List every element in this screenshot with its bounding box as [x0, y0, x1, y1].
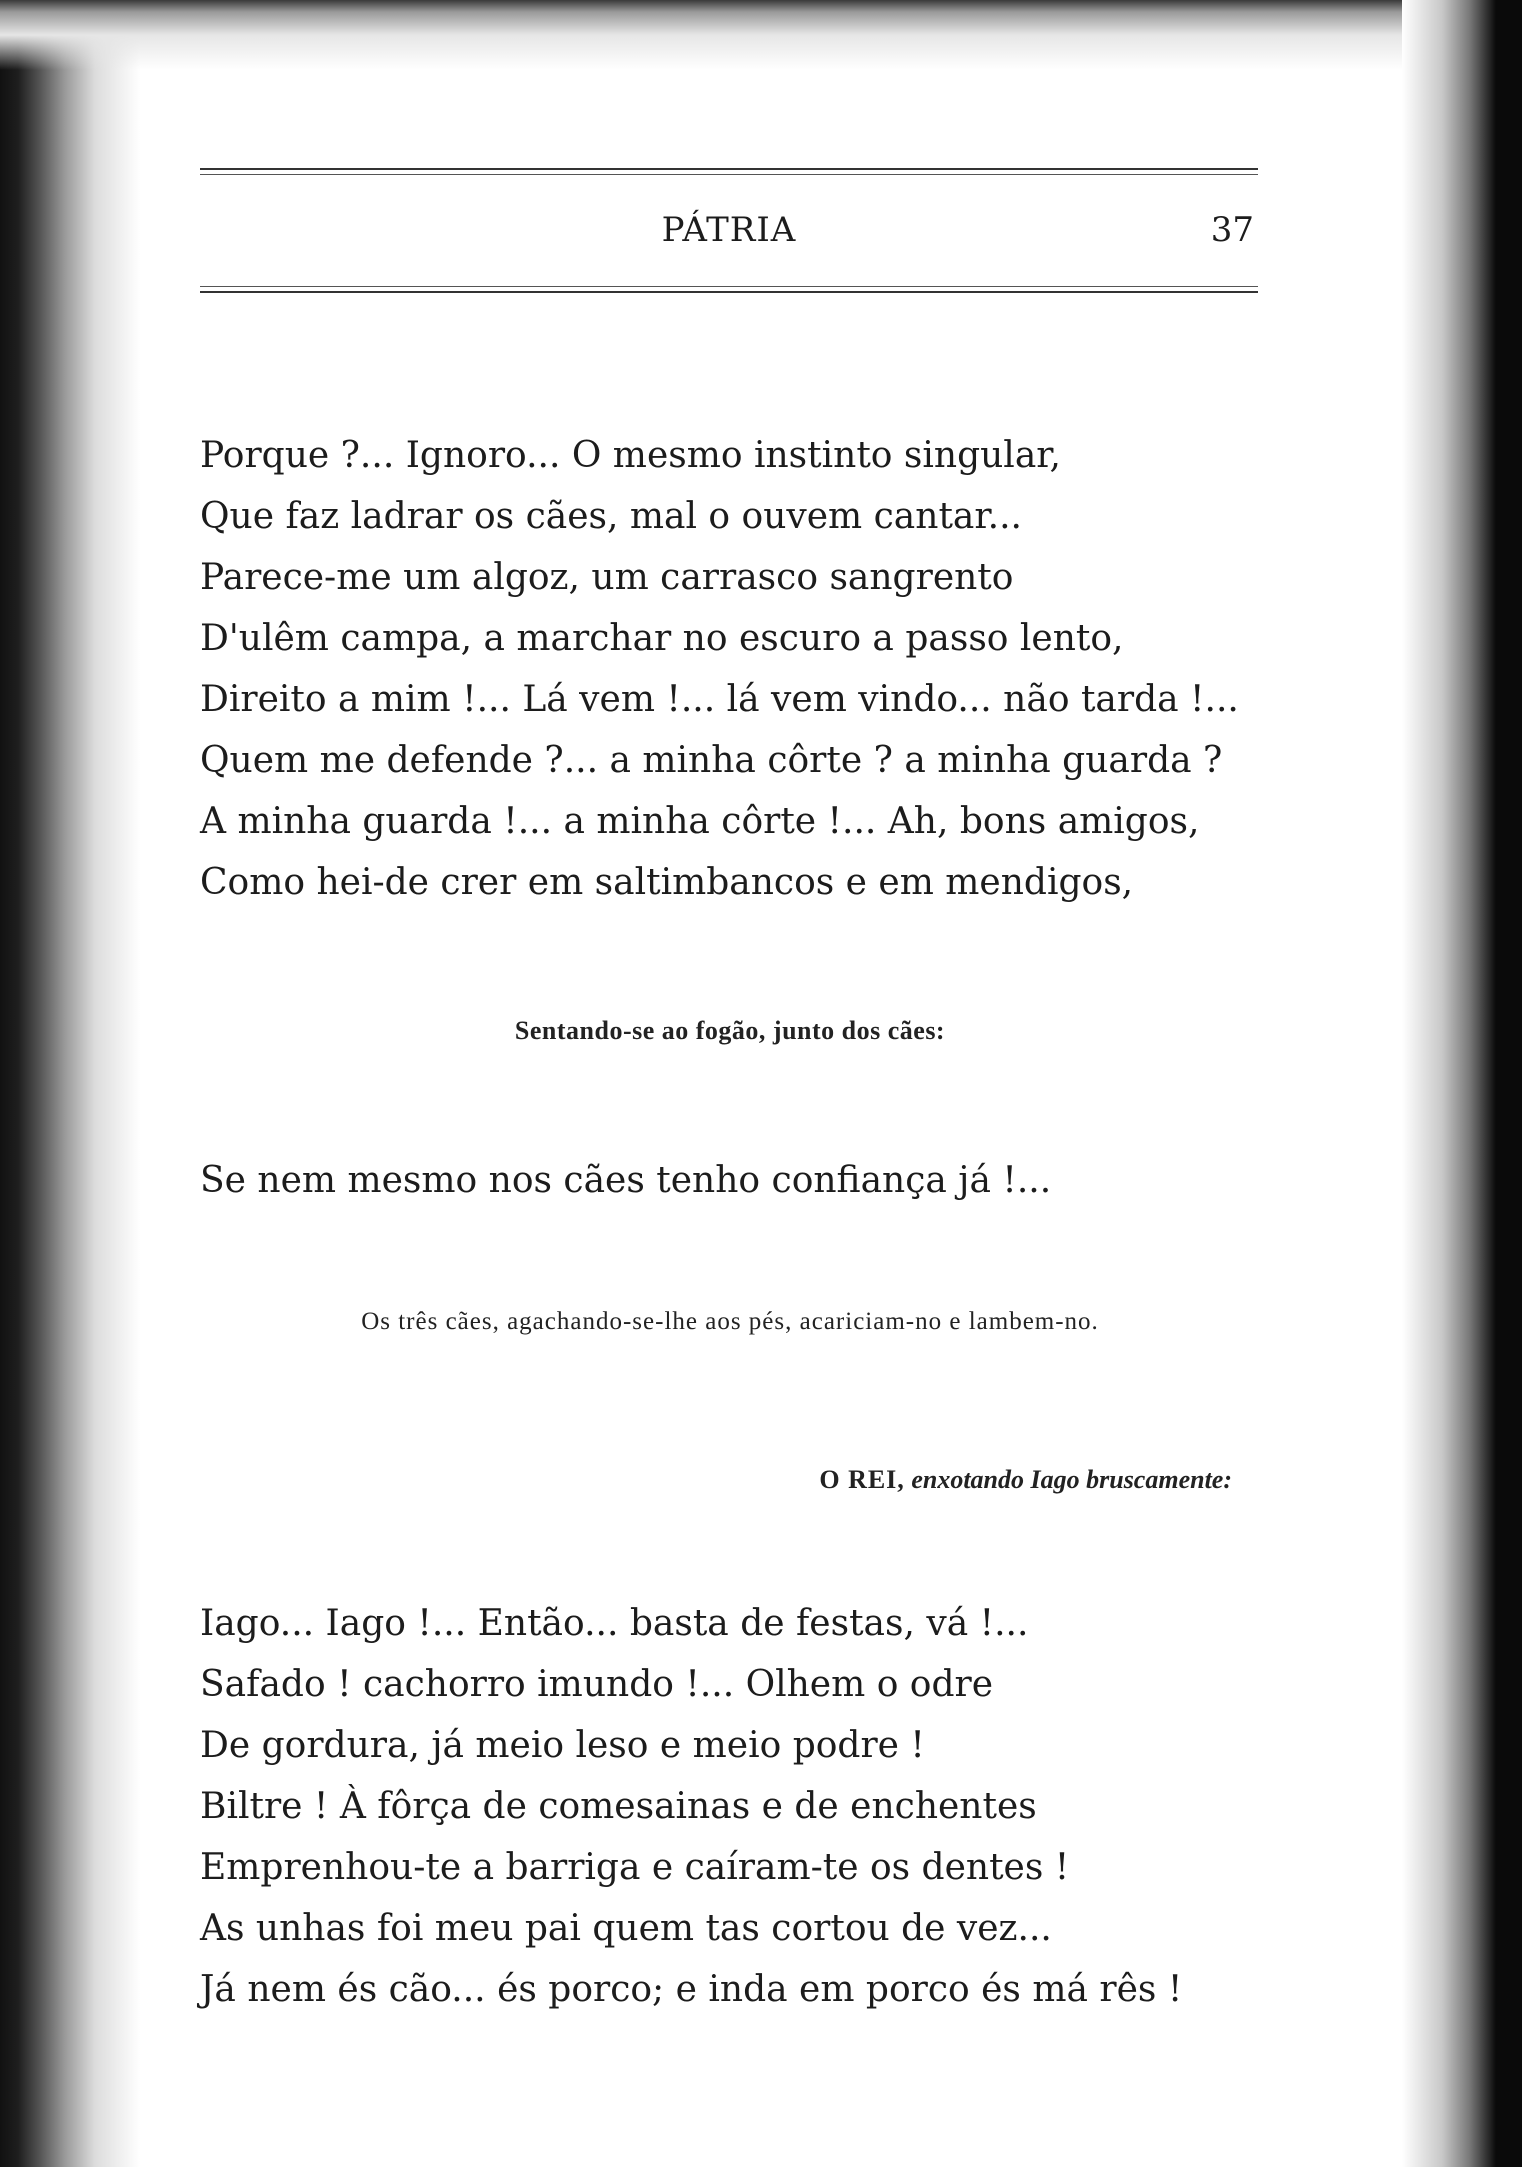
verse-line: De gordura, já meio leso e meio podre ! — [200, 1725, 925, 1766]
verse-line: Biltre ! À fôrça de comesainas e de enchentes — [200, 1786, 1037, 1827]
speaker-stage-direction: enxotando Iago bruscamente: — [911, 1465, 1232, 1494]
page-number: 37 — [1210, 210, 1254, 250]
verse-stanza-1 — [200, 425, 1260, 913]
page-edge-shadow-right — [1402, 0, 1522, 2167]
verse-line: Parece-me um algoz, um carrasco sangrento — [200, 557, 1014, 598]
verse-line: Já nem és cão... és porco; e inda em porco és má rês ! — [200, 1969, 1183, 2010]
verse-line: Como hei-de crer em saltimbancos e em mendigos, — [200, 862, 1134, 903]
verse-line: Direito a mim !... Lá vem !... lá vem vindo... não tarda !... — [200, 679, 1239, 720]
verse-line: Porque ?... Ignoro... O mesmo instinto singular, — [200, 435, 1061, 476]
stage-direction: Sentando-se ao fogão, junto dos cães: — [514, 1016, 946, 1045]
verse-line: As unhas foi meu pai quem tas cortou de vez... — [200, 1908, 1052, 1949]
verse-stanza-3 — [200, 1593, 1260, 2020]
verse-line: D'ulêm campa, a marchar no escuro a passo lento, — [200, 618, 1124, 659]
verse-line: Safado ! cachorro imundo !... Olhem o odre — [200, 1664, 994, 1705]
verse-line: Quem me defende ?... a minha côrte ? a minha guarda ? — [200, 740, 1223, 781]
verse-line: Que faz ladrar os cães, mal o ouvem cantar... — [200, 496, 1022, 537]
verse-line: Emprenhou-te a barriga e caíram-te os dentes ! — [200, 1847, 1070, 1888]
verse-stanza-2 — [200, 1150, 1260, 1211]
header-rule-bottom — [200, 291, 1258, 293]
page-edge-shadow-top — [0, 0, 1522, 70]
running-header — [200, 168, 1258, 298]
verse-line: A minha guarda !... a minha côrte !... Ah, bons amigos, — [200, 801, 1200, 842]
page-edge-shadow-left — [0, 0, 150, 2167]
running-title: PÁTRIA — [661, 210, 797, 250]
header-rule-top — [200, 168, 1258, 170]
header-rule-top-thin — [200, 174, 1258, 175]
header-rule-bottom-thin — [200, 286, 1258, 287]
verse-line: Iago... Iago !... Então... basta de festas, vá !... — [200, 1603, 1029, 1644]
stage-direction: Os três cães, agachando-se-lhe aos pés, acariciam-no e lambem-no. — [361, 1308, 1099, 1335]
speaker-direction — [819, 1465, 1232, 1495]
verse-line: Se nem mesmo nos cães tenho confiança já !... — [200, 1160, 1052, 1201]
speaker-name: O REI, — [819, 1465, 905, 1494]
